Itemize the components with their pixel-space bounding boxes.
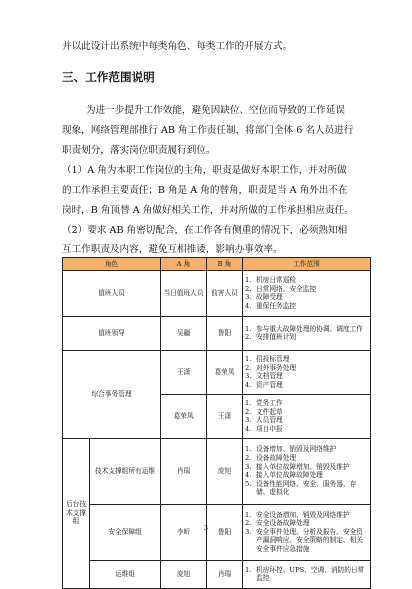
- group-label-cell: 后台技术支撑组: [63, 438, 90, 588]
- role-cell: 安全保障组: [90, 504, 161, 560]
- list-item: 4. 资产管理: [245, 380, 283, 389]
- b-role-cell: 葛荣凤: [207, 350, 243, 394]
- paragraph-line: 为进一步提升工作效能，避免因缺位、空位而导致的工作延误: [86, 105, 346, 116]
- b-role-cell: 前害人员: [207, 270, 243, 316]
- list-item: 1. 机房日常巡检: [245, 275, 297, 284]
- a-role-cell: 当日值班人员: [161, 270, 207, 316]
- table-row: [63, 270, 371, 316]
- list-item: 1. 机房环控、UPS、空调、消防的日常监控: [245, 565, 365, 583]
- duty-cell: [243, 350, 371, 394]
- duty-cell: [243, 316, 371, 350]
- responsibility-table: [62, 257, 371, 589]
- a-role-cell: 王潇: [161, 350, 207, 394]
- list-item: 1. 设备增加、销毁及网络维护: [245, 445, 337, 454]
- duty-cell: [243, 504, 371, 560]
- list-item: 2. 安排值班计划: [245, 333, 297, 342]
- column-header: 角色: [63, 258, 161, 271]
- duty-cell: [243, 438, 371, 504]
- duty-cell: [243, 394, 371, 438]
- page-number: 3: [203, 524, 209, 532]
- role-cell: 值班人员: [63, 270, 161, 316]
- list-item: 3. 文档管理: [245, 372, 283, 381]
- list-item: 2. 对外事务处理: [245, 363, 297, 372]
- table-row: [63, 438, 371, 504]
- list-item: 3. 接入单位故障增加、销毁及维护: [245, 462, 350, 471]
- table-header-row: [63, 258, 371, 271]
- list-item: 3. 故障受理: [245, 293, 283, 302]
- column-header: 工作范围: [243, 258, 371, 271]
- b-role-cell: 鲁阳: [207, 316, 243, 350]
- table-row: [63, 504, 371, 560]
- a-role-cell: 李昕: [161, 504, 207, 560]
- list-item: 1. 党务工作: [245, 398, 283, 407]
- paragraph-line: 的工作承担主要责任；B 角是 A 角的替角，职责是当 A 角外出不在: [62, 185, 348, 196]
- paragraph-line: 互工作职责及内容，避免互相推诿，影响办事效率。: [62, 244, 283, 255]
- list-item: 5. 设备性能网络、安全、服务器、存储、虚拟化: [245, 479, 357, 497]
- table-row: [63, 350, 371, 394]
- paragraph-line: 岗时，B 角顶替 A 角做好相关工作，并对所做的工作承担相应责任。: [62, 205, 354, 216]
- section-heading: 三、工作范围说明: [62, 70, 155, 84]
- list-item: 3. 安全事件处理、分析及报告、安全资产漏洞响应、安全策略的制定、相关安全事件应急措施: [245, 527, 363, 553]
- list-item: 3. 人员管理: [245, 416, 283, 425]
- list-item: 1. 招投标管理: [245, 354, 290, 363]
- column-header: B 角: [207, 258, 243, 271]
- role-cell: 技术支撑组所有运维: [90, 438, 161, 504]
- a-role-cell: 吴疆: [161, 316, 207, 350]
- b-role-cell: 王潇: [207, 394, 243, 438]
- list-item: 4. 项目申报: [245, 424, 283, 433]
- table-row: [63, 560, 371, 588]
- paragraph-line: 职责划分，落实岗位职责履行到位。: [62, 145, 216, 156]
- a-role-cell: 葛荣凤: [161, 394, 207, 438]
- paragraph-line: （2）要求 AB 角密切配合，在工作各有侧重的情况下，必须熟知相: [62, 225, 348, 236]
- b-role-cell: 肖瑞: [207, 560, 243, 588]
- role-cell: 运维组: [90, 560, 161, 588]
- b-role-cell: 鲁阳: [207, 504, 243, 560]
- list-item: 2. 设备故障处理: [245, 453, 297, 462]
- table-row: [63, 316, 371, 350]
- role-cell: 值班领导: [63, 316, 161, 350]
- list-item: 4. 接入单位故障故障处理: [245, 471, 323, 480]
- list-item: 4. 重保任务监控: [245, 301, 297, 310]
- duty-cell: [243, 270, 371, 316]
- list-item: 1. 参与重大故障处理的协调、调度工作: [245, 324, 363, 333]
- paragraph-line: （1）A 角为本职工作岗位的主角，职责是做好本职工作，并对所做: [62, 165, 347, 176]
- list-item: 2. 安全设备故障处理: [245, 519, 310, 528]
- role-cell: 综合事务管理: [63, 350, 161, 438]
- paragraph-line: 现象，网络管理部推行 AB 角工作责任制，将部门全体 6 名人员进行: [62, 125, 354, 136]
- list-item: 1. 安全设备增加、销毁及网络维护: [245, 510, 350, 519]
- b-role-cell: 庞旭: [207, 438, 243, 504]
- a-role-cell: 肖瑞: [161, 438, 207, 504]
- list-item: 2. 文件起草: [245, 407, 283, 416]
- column-header: A 角: [161, 258, 207, 271]
- a-role-cell: 庞旭: [161, 560, 207, 588]
- paragraph-line: 并以此设计出系统中每类角色、每类工作的开展方式。: [62, 41, 293, 52]
- duty-cell: [243, 560, 371, 588]
- list-item: 2. 日常网络、安全监控: [245, 284, 317, 293]
